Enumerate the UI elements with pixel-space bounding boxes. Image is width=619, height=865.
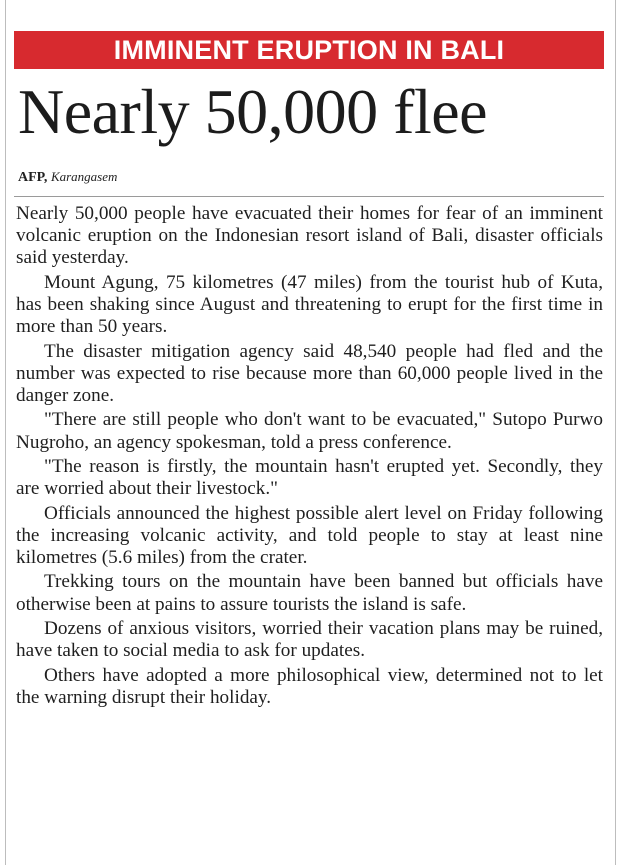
article-paragraph: Nearly 50,000 people have evacuated their homes for fear of an imminent volcanic eruption on the Indonesian resort island of Bali, disaster officials said yesterday. — [16, 203, 603, 269]
kicker-banner: IMMINENT ERUPTION IN BALI — [14, 31, 604, 69]
byline-agency: AFP, — [18, 170, 48, 185]
article-paragraph: Trekking tours on the mountain have been banned but officials have otherwise been at pains to assure tourists the island is safe. — [16, 571, 603, 615]
article-paragraph: The disaster mitigation agency said 48,540 people had fled and the number was expected to rise because more than 60,000 people lived in the danger zone. — [16, 340, 603, 406]
article-paragraph: Mount Agung, 75 kilometres (47 miles) from the tourist hub of Kuta, has been shaking since August and threatening to erupt for the first time in more than 50 years. — [16, 271, 603, 338]
article-body — [16, 203, 603, 711]
byline-divider — [14, 196, 604, 197]
article-paragraph: Others have adopted a more philosophical view, determined not to let the warning disrupt their holiday. — [16, 664, 603, 708]
byline — [18, 168, 117, 187]
article-paragraph: Officials announced the highest possible alert level on Friday following the increasing volcanic activity, and told people to stay at least nine kilometres (5.6 miles) from the crater. — [16, 502, 603, 568]
article-paragraph: Dozens of anxious visitors, worried their vacation plans may be ruined, have taken to social media to ask for updates. — [16, 617, 603, 662]
headline: Nearly 50,000 flee — [18, 76, 488, 147]
byline-place: Karangasem — [50, 169, 118, 184]
article-paragraph: "There are still people who don't want to be evacuated," Sutopo Purwo Nugroho, an agency spokesman, told a press conference. — [16, 409, 603, 453]
article-paragraph: "The reason is firstly, the mountain hasn't erupted yet. Secondly, they are worried about their livestock." — [16, 455, 603, 500]
